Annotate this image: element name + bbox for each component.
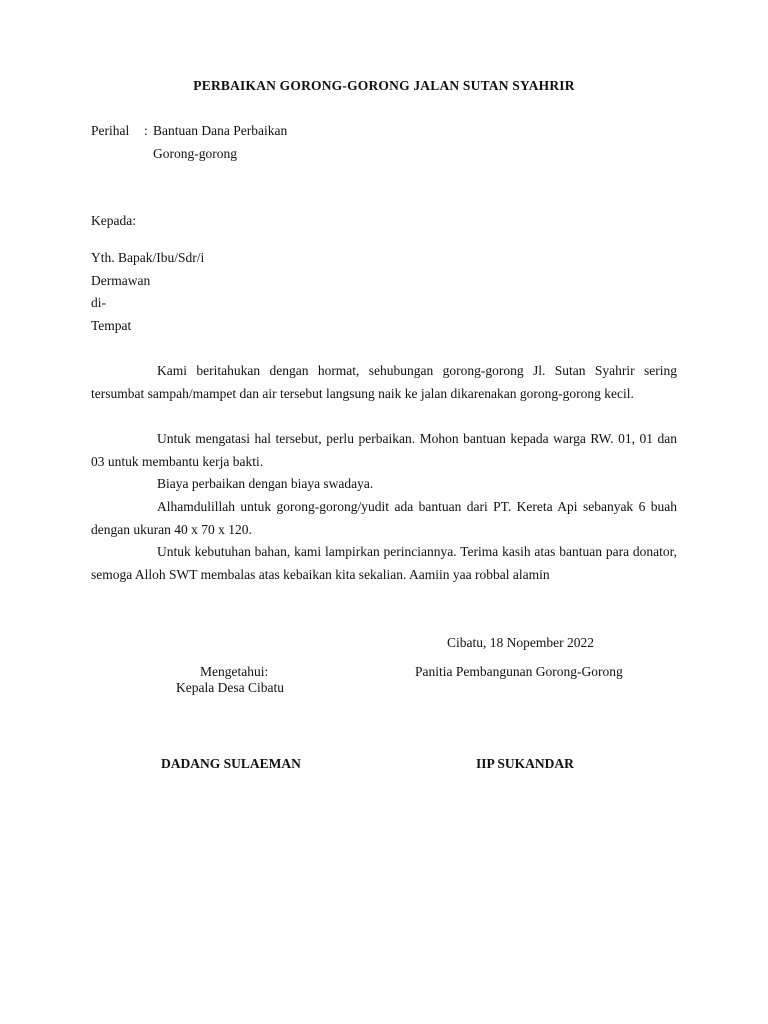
perihal-subject-line-1: Bantuan Dana Perbaikan [153, 123, 288, 138]
signatory-committee: IIP SUKANDAR [476, 756, 574, 771]
place-date: Cibatu, 18 Nopember 2022 [447, 635, 594, 650]
perihal-colon: : [144, 123, 148, 138]
recipient-address-line: Yth. Bapak/Ibu/Sdr/i [91, 250, 205, 265]
signatory-village-head: DADANG SULAEMAN [161, 756, 301, 771]
recipient-address-line: Dermawan [91, 273, 151, 288]
recipient-heading: Kepada: [91, 213, 136, 228]
body-paragraph: Untuk kebutuhan bahan, kami lampirkan perinciannya. Terima kasih atas bantuan para donator, semoga Alloh SWT membalas atas kebaikan kita sekalian. Aamiin yaa robbal alamin [91, 544, 677, 582]
recipient-address-line: di- [91, 295, 106, 310]
body-paragraph: Alhamdulillah untuk gorong-gorong/yudit ada bantuan dari PT. Kereta Api sebanyak 6 buah dengan ukuran 40 x 70 x 120. [91, 499, 677, 537]
perihal-label: Perihal [91, 123, 130, 138]
document-title: PERBAIKAN GORONG-GORONG JALAN SUTAN SYAHRIR [193, 78, 575, 93]
body-paragraph: Untuk mengatasi hal tersebut, perlu perbaikan. Mohon bantuan kepada warga RW. 01, 01 dan 03 untuk membantu kerja bakti. [91, 431, 677, 469]
village-head-title: Kepala Desa Cibatu [176, 680, 284, 695]
body-paragraph: Kami beritahukan dengan hormat, sehubungan gorong-gorong Jl. Sutan Syahrir sering tersumbat sampah/mampet dan air tersebut langsung naik ke jalan dikarenakan gorong-gorong kecil. [91, 363, 677, 401]
perihal-subject-line-2: Gorong-gorong [153, 146, 237, 161]
recipient-address-line: Tempat [91, 318, 132, 333]
acknowledged-label: Mengetahui: [200, 664, 269, 679]
body-paragraph: Biaya perbaikan dengan biaya swadaya. [157, 476, 374, 491]
committee-title: Panitia Pembangunan Gorong-Gorong [415, 664, 623, 679]
